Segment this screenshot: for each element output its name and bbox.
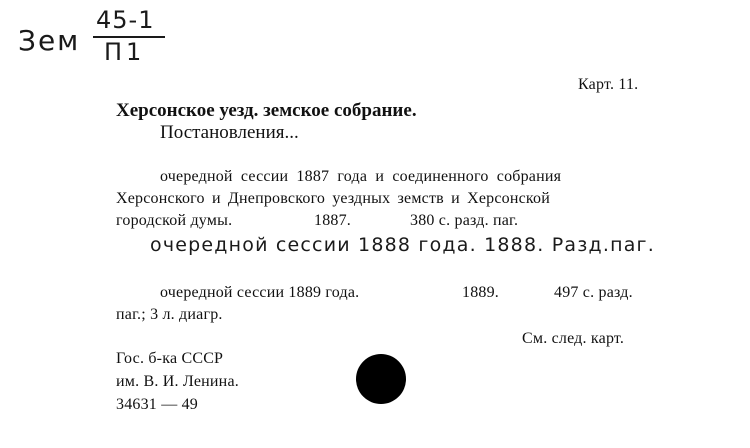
card-title: Херсонское уезд. земское собрание.	[116, 100, 417, 121]
entry1-line2: Херсонского и Днепровского уездных земств и Херсонской	[116, 190, 551, 207]
entry1-line3-a: городской думы.	[116, 212, 233, 229]
handwritten-corner-label: Зем	[18, 24, 81, 57]
library-line2: им. В. И. Ленина.	[116, 373, 239, 390]
handwritten-added-entry: очередной сессии 1888 года. 1888. Разд.паг.	[150, 234, 655, 256]
see-next-card: См. след. карт.	[522, 330, 625, 347]
entry2-line1-b: 1889.	[462, 284, 499, 301]
library-line3: 34631 — 49	[116, 396, 198, 413]
handwritten-shelf-bottom: П1	[104, 38, 146, 66]
card-subtitle: Постановления...	[160, 122, 299, 143]
handwritten-shelf-top: 45-1	[96, 6, 155, 34]
entry2-line1-c: 497 с. разд.	[554, 284, 633, 301]
card-number: Карт. 11.	[578, 76, 639, 93]
entry1-line1: очередной сессии 1887 года и соединенного собрания	[160, 168, 562, 185]
entry1-line3-c: 380 с. разд. паг.	[410, 212, 519, 229]
entry2-line1-a: очередной сессии 1889 года.	[160, 284, 360, 301]
entry2-line2: паг.; 3 л. диагр.	[116, 306, 223, 323]
entry1-line3-b: 1887.	[314, 212, 351, 229]
library-line1: Гос. б-ка СССР	[116, 350, 224, 367]
punch-hole	[356, 354, 406, 404]
